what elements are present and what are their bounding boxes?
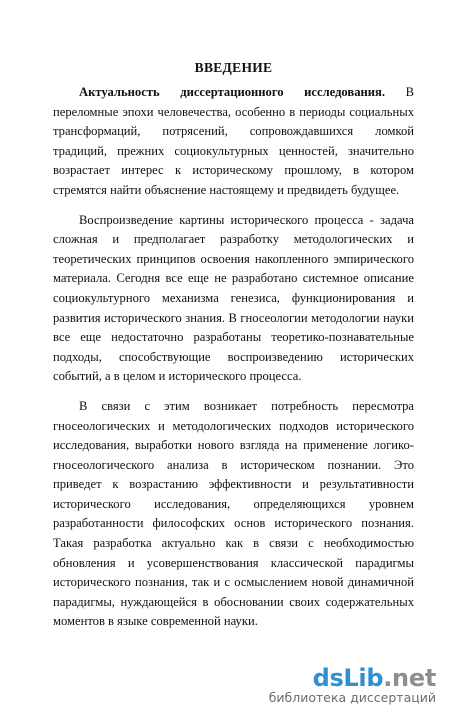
paragraph-revision: [53, 397, 414, 632]
dslib-watermark: [269, 665, 436, 705]
watermark-tagline: библиотека диссертаций: [268, 690, 436, 705]
section-heading: ВВЕДЕНИЕ: [194, 60, 273, 75]
paragraph-relevance: [53, 83, 414, 201]
paragraph-text: В переломные эпохи человечества, особенно в периоды социальных трансформаций, потрясений, сопровождавшихся ломкой традиций, прежних социокультурных ценностей, значительно возрастает интерес к историческому прошлому, в котором стремятся найти объяснение настоящему и предвидеть будущее.: [53, 85, 414, 197]
paragraph-lead: Актуальность диссертационного исследования.: [79, 85, 385, 99]
logo-part-dslib: dsLib: [312, 664, 384, 692]
dslib-logo: [269, 665, 436, 691]
logo-part-net: .net: [383, 664, 436, 692]
document-page: [53, 60, 414, 642]
paragraph-text: В связи с этим возникает потребность пересмотра гносеологических и методологических подходов исторического исследования, выработки нового взгляда на применение логико-гносеологического анализа в историческом познании. Это приведет к возрастанию эффективности и результативности исторического исследования, определяющихся уровнем разработанности философских основ исторического познания. Такая разработка актуально как в связи с необходимостью обновления и усовершенствования классической парадигмы исторического познания, так и с осмыслением новой динамичной парадигмы, нуждающейся в обосновании своих содержательных моментов в языке современной науки.: [53, 398, 414, 629]
paragraph-reconstruction: [53, 211, 414, 387]
paragraph-text: Воспроизведение картины исторического процесса - задача сложная и предполагает разработку методологических и теоретических принципов освоения накопленного эмпирического материала. Сегодня все еще не разработано системное описание социокультурного механизма генезиса, функционирования и развития исторического знания. В гносеологии методологии науки все еще недостаточно разработаны теоретико-познавательные подходы, способствующие воспроизведению исторических событий, а в целом и исторического процесса.: [53, 212, 414, 384]
